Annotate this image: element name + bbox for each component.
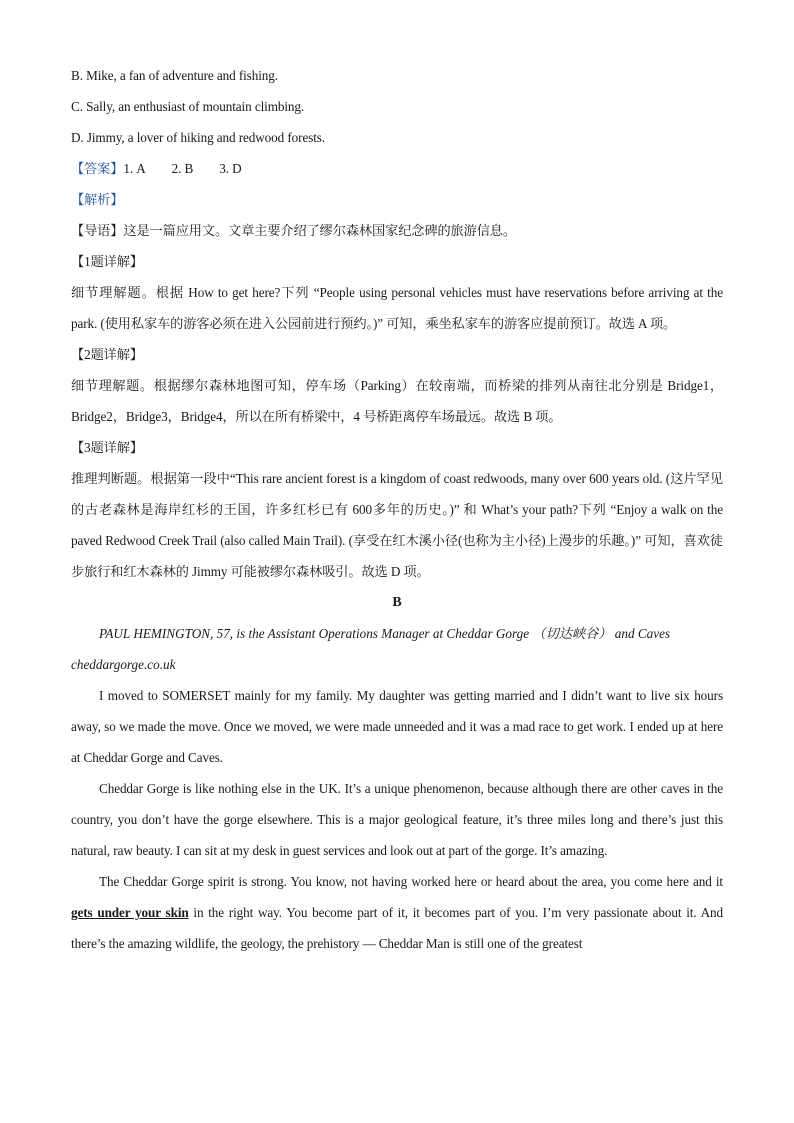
article-paragraph-3 xyxy=(71,866,723,959)
intro-line xyxy=(71,215,723,246)
option-d: D. Jimmy, a lover of hiking and redwood forests. xyxy=(71,130,326,145)
answer-tag: 【答案】 xyxy=(71,161,124,176)
q1-heading: 【1题详解】 xyxy=(71,254,143,269)
answer-2: 2. B xyxy=(171,161,194,176)
answer-3: 3. D xyxy=(219,161,242,176)
q3-explanation: 推理判断题。根据第一段中“This rare ancient forest is a kingdom of coast redwoods, many over 600 years old. (这片罕见的古老森林是海岸红杉的王国，许多红杉已有 600多年的历史。)” 和 What’s your path?下列 “Enjoy a walk on the paved Redwood Creek Trail (also called Main Trail). (享受在红木溪小径(也称为主小径)上漫步的乐趣。)” 可知，喜欢徒步旅行和红木森林的 Jimmy 可能被缪尔森林吸引。故选 D 项。 xyxy=(71,471,723,579)
p3-after: in the right way. You become part of it, it becomes part of you. I’m very passionate about it. And there’s the amazing wildlife, the geology, the prehistory — Cheddar Man is still one of the greatest xyxy=(71,905,723,951)
section-b-heading: B xyxy=(392,595,402,610)
option-c: C. Sally, an enthusiast of mountain climbing. xyxy=(71,99,305,114)
q2-heading: 【2题详解】 xyxy=(71,347,143,362)
article-paragraph-1: I moved to SOMERSET mainly for my family. My daughter was getting married and I didn’t want to live six hours away, so we made the move. Once we moved, we were made unneeded and it was a mad race to get work. I ended up at here at Cheddar Gorge and Caves. xyxy=(71,688,723,765)
underlined-phrase: gets under your skin xyxy=(71,905,189,920)
p3-before: The Cheddar Gorge spirit is strong. You know, not having worked here or heard about the area, you come here and it xyxy=(99,874,723,889)
answer-line xyxy=(71,153,723,184)
article-paragraph-2: Cheddar Gorge is like nothing else in the UK. It’s a unique phenomenon, because although there are other caves in the country, you don’t have the gorge elsewhere. This is a major geological feature, it’s three miles long and there’s just this natural, raw beauty. I can sit at my desk in guest services and look out at part of the gorge. It’s amazing. xyxy=(71,781,723,858)
q1-explanation: 细节理解题。根据 How to get here?下列 “People using personal vehicles must have reservations before arriving at the park. (使用私家车的游客必须在进入公园前进行预约。)” 可知，乘坐私家车的游客应提前预订。故选 A 项。 xyxy=(71,285,723,331)
answer-1: 1. A xyxy=(123,161,146,176)
intro-tag: 【导语】 xyxy=(71,223,124,238)
q3-heading: 【3题详解】 xyxy=(71,440,143,455)
analysis-tag: 【解析】 xyxy=(71,192,124,207)
intro-text: 这是一篇应用文。文章主要介绍了缪尔森林国家纪念碑的旅游信息。 xyxy=(123,223,516,238)
article-byline: PAUL HEMINGTON, 57, is the Assistant Operations Manager at Cheddar Gorge （切达峡谷） and Caves cheddargorge.co.uk xyxy=(71,626,671,672)
option-b: B. Mike, a fan of adventure and fishing. xyxy=(71,68,278,83)
q2-explanation: 细节理解题。根据缪尔森林地图可知，停车场（Parking）在较南端，而桥梁的排列从南往北分别是 Bridge1，Bridge2，Bridge3，Bridge4，所以在所有桥梁中，4 号桥距离停车场最远。故选 B 项。 xyxy=(71,378,723,424)
document-page xyxy=(71,60,723,959)
